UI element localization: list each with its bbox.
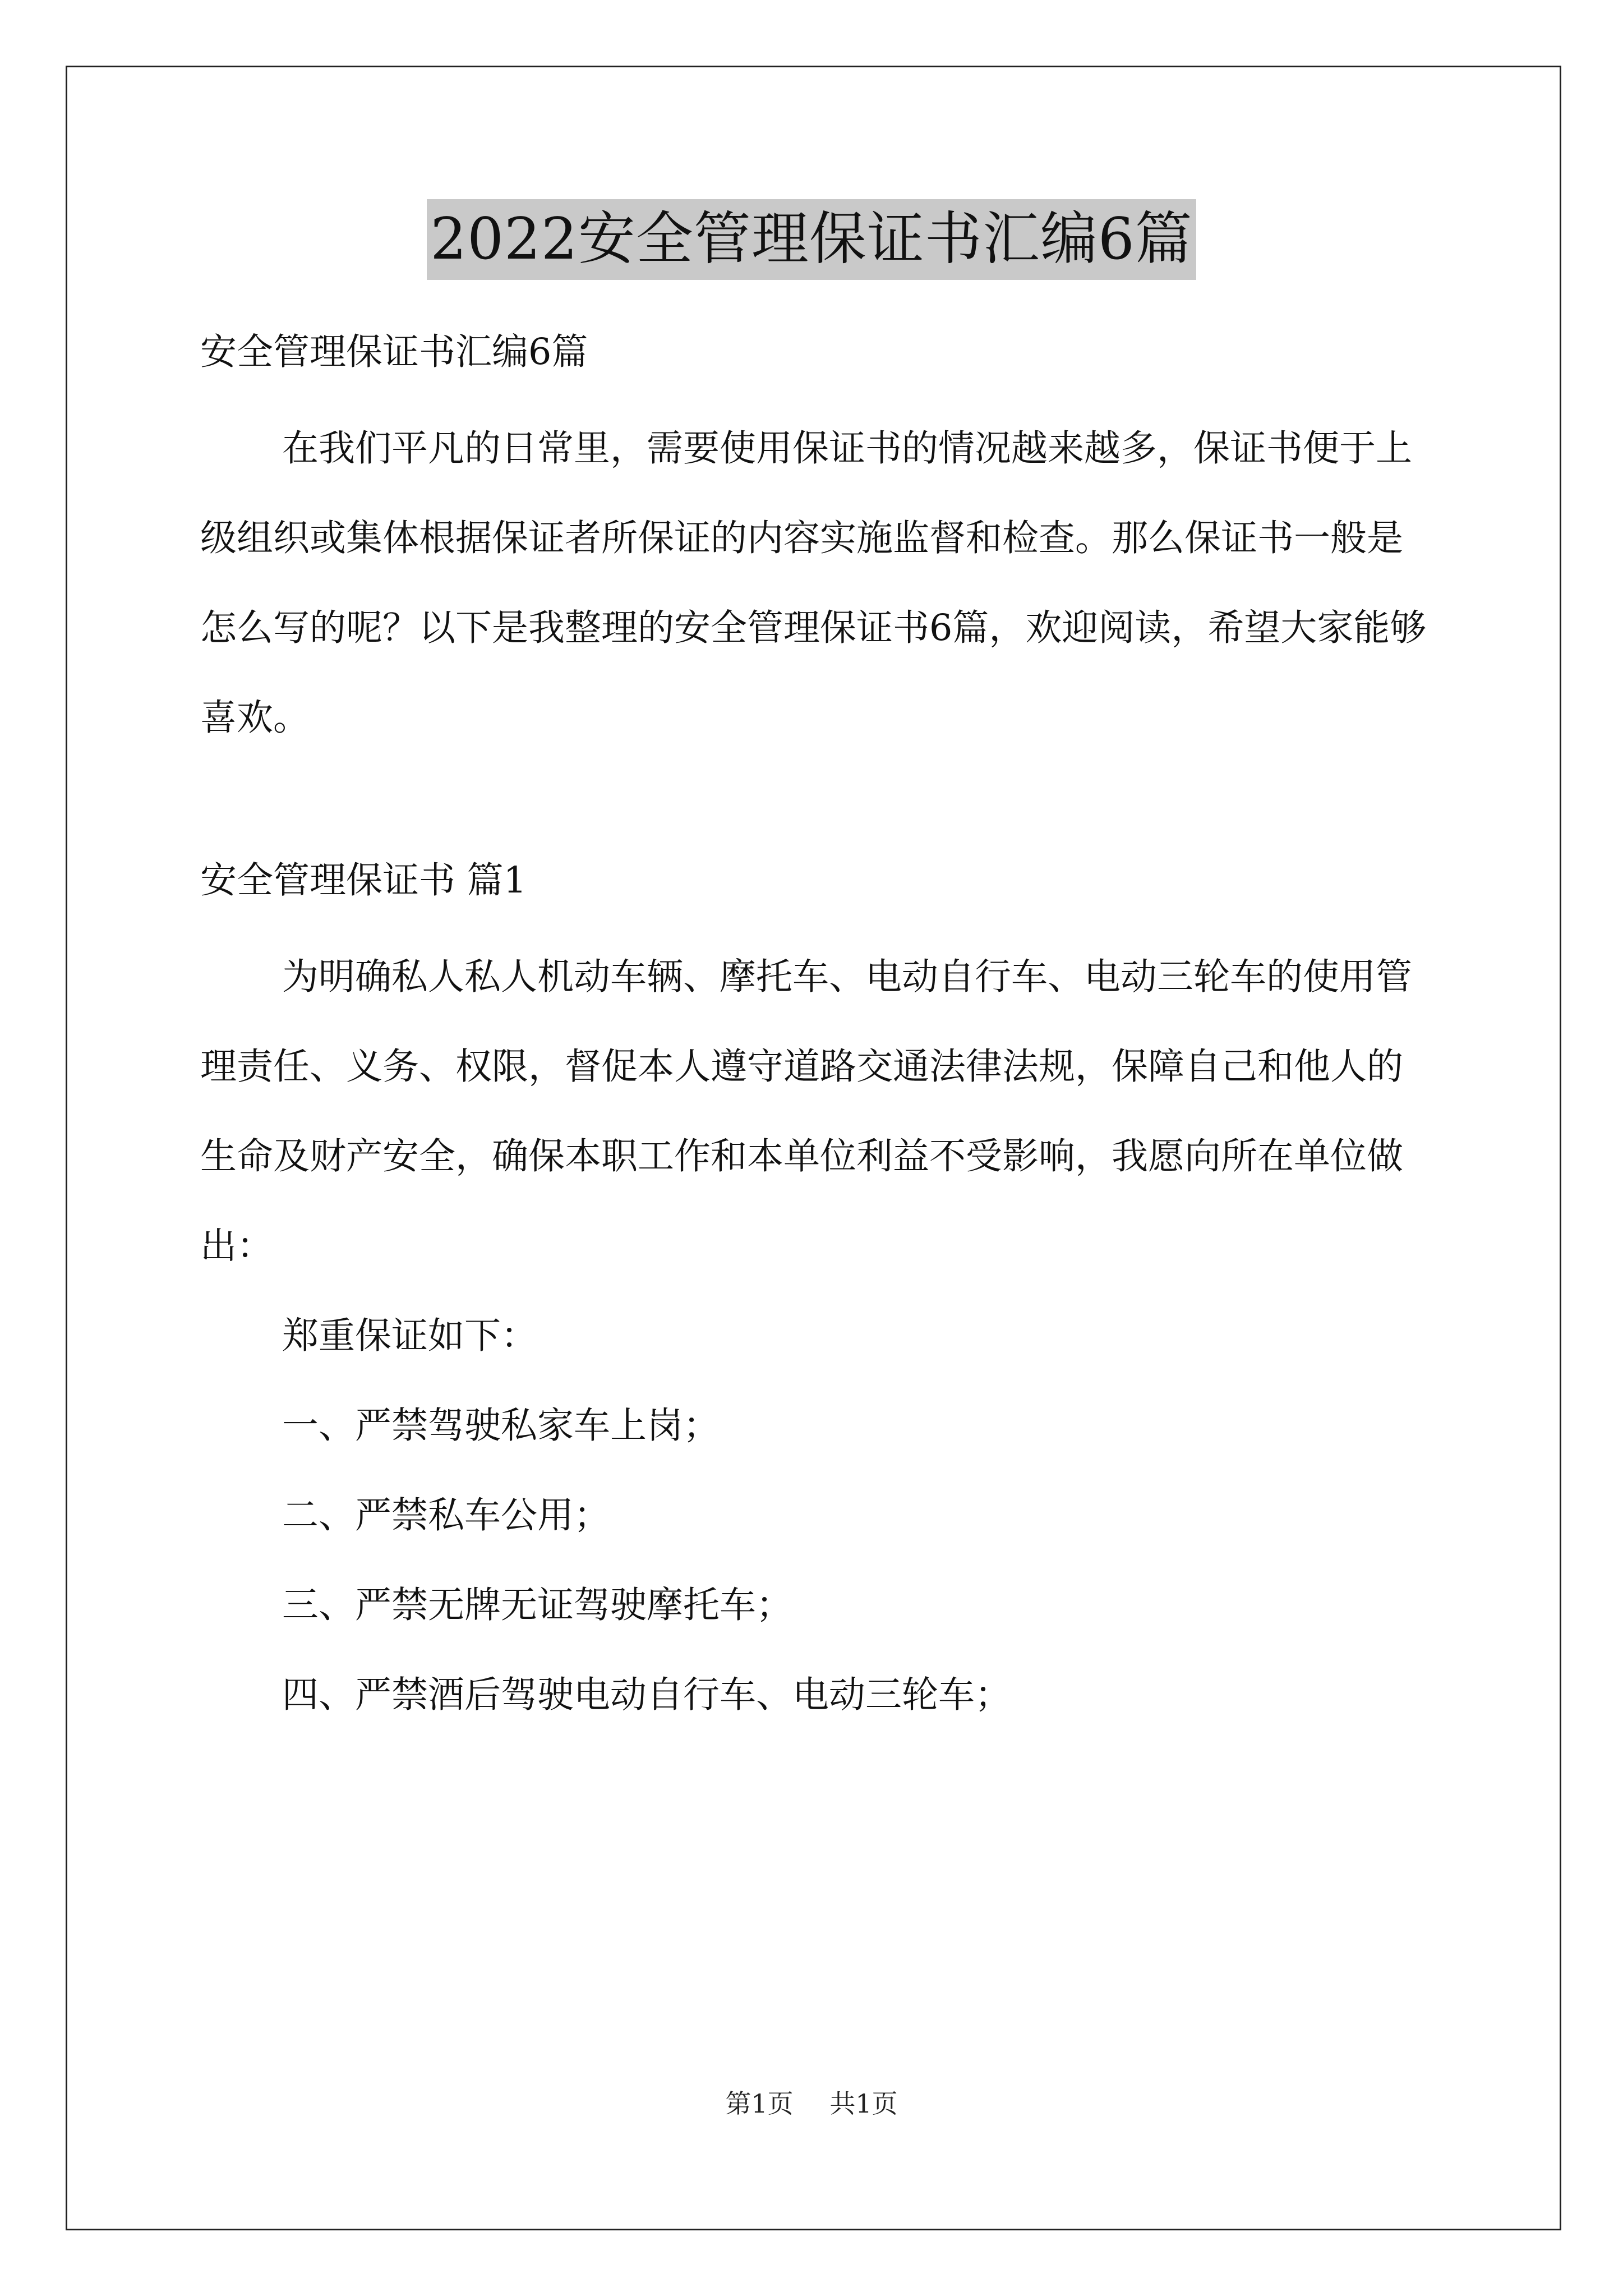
document-body bbox=[200, 307, 1434, 1740]
list-item: 三、严禁无牌无证驾驶摩托车； bbox=[282, 1584, 793, 1626]
intro-paragraph: 在我们平凡的日常里，需要使用保证书的情况越来越多，保证书便于上级组织或集体根据保证者所保证的内容实施监督和检查。那么保证书一般是怎么写的呢？以下是我整理的安全管理保证书6篇，欢迎阅读，希望大家能够喜欢。 bbox=[200, 427, 1427, 739]
page-footer bbox=[0, 2087, 1623, 2120]
section-spacer bbox=[200, 763, 1434, 836]
page-number-current: 第1页 bbox=[725, 2088, 794, 2119]
document-title: 2022安全管理保证书汇编6篇 bbox=[427, 199, 1196, 280]
list-item: 二、严禁私车公用； bbox=[282, 1494, 611, 1536]
document-subtitle: 安全管理保证书汇编6篇 bbox=[200, 331, 588, 373]
pledge-intro: 郑重保证如下： bbox=[282, 1315, 538, 1357]
section-heading: 安全管理保证书 篇1 bbox=[200, 859, 527, 901]
list-item: 四、严禁酒后驾驶电动自行车、电动三轮车； bbox=[282, 1674, 1012, 1716]
section-paragraph: 为明确私人私人机动车辆、摩托车、电动自行车、电动三轮车的使用管理责任、义务、权限，督促本人遵守道路交通法律法规，保障自己和他人的生命及财产安全，确保本职工作和本单位利益不受影响，我愿向所在单位做出： bbox=[200, 956, 1413, 1267]
page-number-total: 共1页 bbox=[829, 2088, 898, 2119]
list-item: 一、严禁驾驶私家车上岗； bbox=[282, 1405, 720, 1447]
title-container bbox=[0, 199, 1623, 280]
